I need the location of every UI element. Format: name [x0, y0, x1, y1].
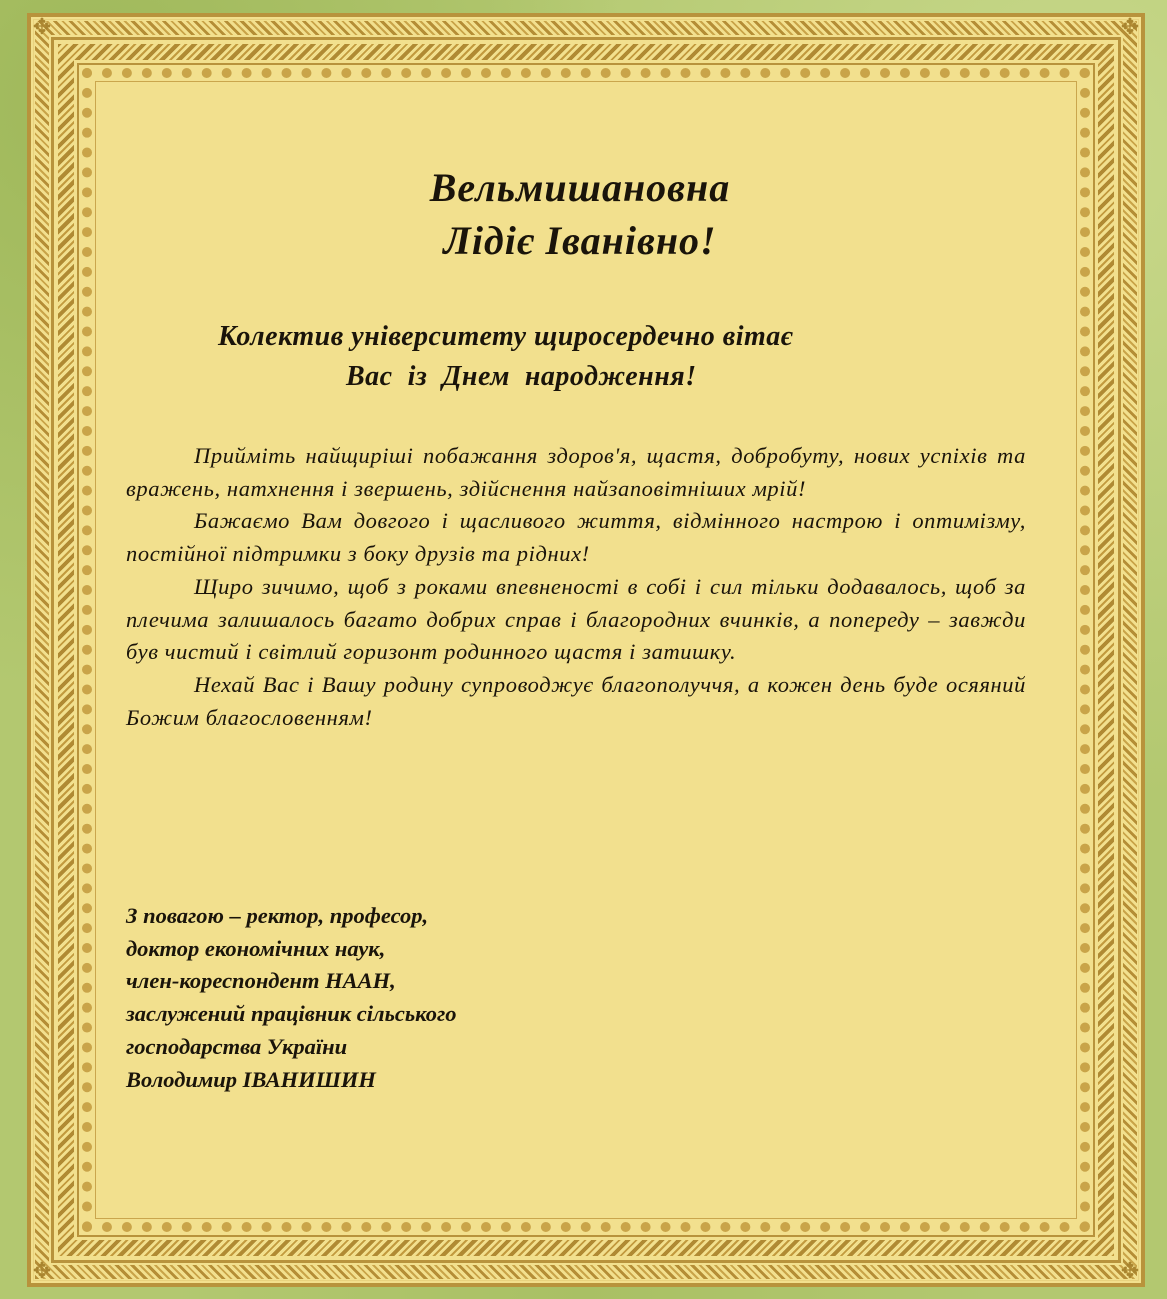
signature-line: господарства України: [126, 1033, 348, 1059]
body-paragraph: Нехай Вас і Вашу родину супроводжує благополуччя, а кожен день буде осяяний Божим благословенням!: [126, 671, 1026, 730]
signature-name: Володимир ІВАНИШИН: [126, 1066, 376, 1092]
signature-line: доктор економічних наук,: [126, 935, 386, 961]
body-paragraph: Прийміть найщиріші побажання здоров'я, щастя, добробуту, нових успіхів та вражень, натхнення і звершень, здійснення найзаповітніших мрій!: [126, 443, 1026, 501]
signature-line: член-кореспондент НААН,: [126, 968, 396, 994]
corner-ornament-icon: ✥: [1120, 1259, 1140, 1284]
signature-block: [126, 900, 457, 1096]
greeting-line-2: Вас із Днем народження!: [346, 361, 697, 392]
body-paragraph: Бажаємо Вам довгого і щасливого життя, відмінного настрою і оптимізму, постійної підтримки з боку друзів та рідних!: [126, 508, 1026, 567]
salutation-line-1: Вельмишановна: [429, 165, 731, 210]
greeting-line-1: Колектив університету щиросердечно вітає: [218, 321, 793, 352]
signature-line: заслужений працівник сільського: [126, 1001, 457, 1027]
corner-ornament-icon: ✥: [32, 15, 52, 40]
body-paragraph: Щиро зичимо, щоб з роками впевненості в собі і сил тільки додавалось, щоб за плечима залишалось багато добрих справ і благородних вчинків, а попереду – завжди був чистий і світлий горизонт родинного щастя і затишку.: [126, 573, 1026, 665]
salutation-line-2: Лідіє Іванівно!: [443, 218, 717, 263]
signature-line: З повагою – ректор, професор,: [126, 903, 429, 928]
letter-body: [126, 440, 1026, 734]
corner-ornament-icon: ✥: [32, 1259, 52, 1284]
corner-ornament-icon: ✥: [1120, 15, 1140, 40]
